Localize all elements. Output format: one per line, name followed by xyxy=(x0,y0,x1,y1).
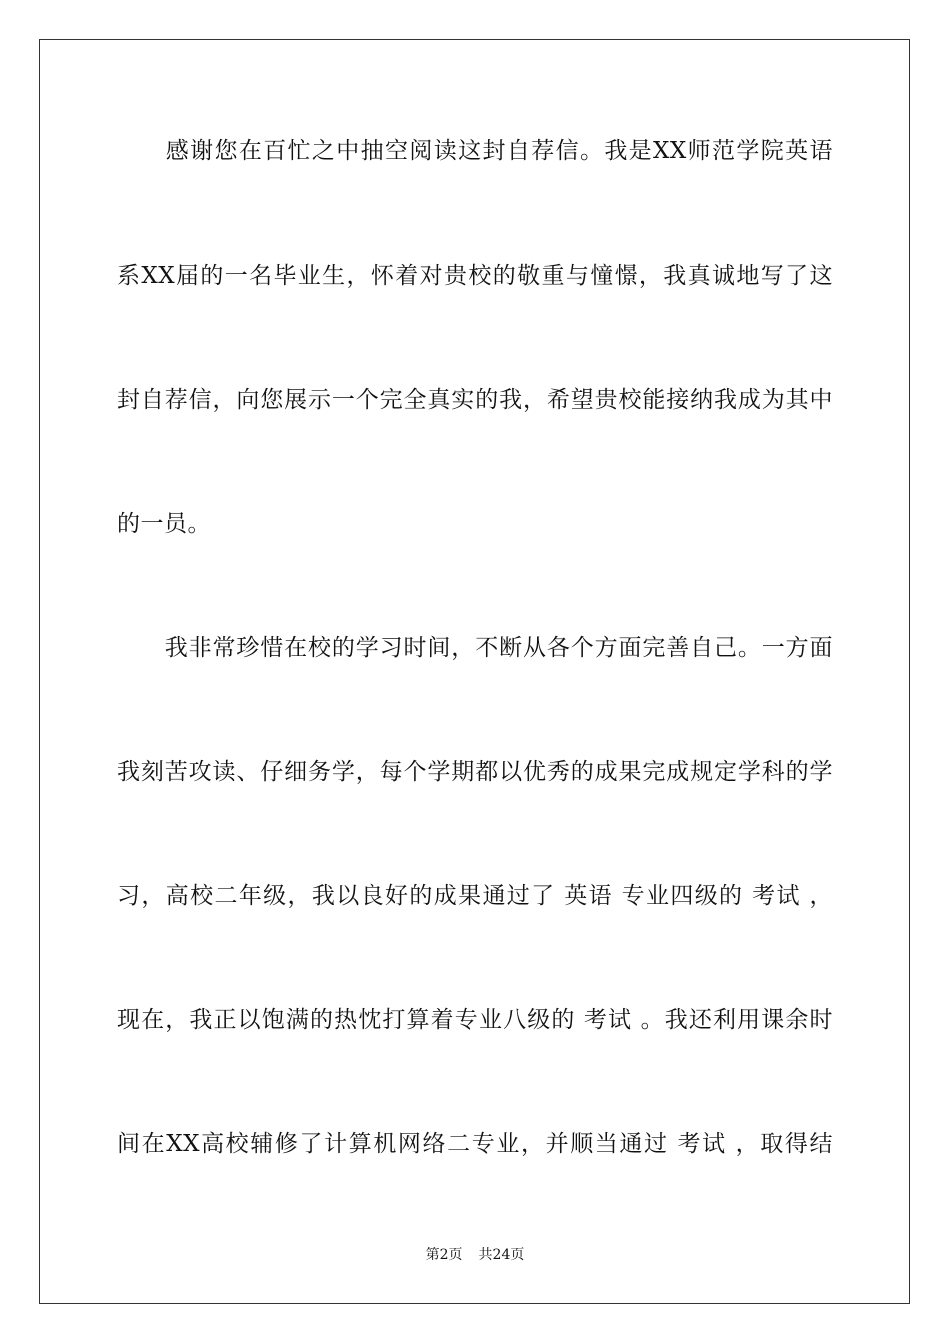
body-line-2: 系XX届的一名毕业生，怀着对贵校的敬重与憧憬，我真诚地写了这 xyxy=(117,263,833,289)
body-line-9: 间在XX高校辅修了计算机网络二专业，并顺当通过 考试 ，取得结 xyxy=(117,1131,833,1157)
body-line-4: 的一员。 xyxy=(117,511,211,537)
body-line-7: 习，高校二年级，我以良好的成果通过了 英语 专业四级的 考试 ， xyxy=(117,883,833,909)
page-frame xyxy=(39,39,910,1304)
body-line-6: 我刻苦攻读、仔细务学，每个学期都以优秀的成果完成规定学科的学 xyxy=(117,759,833,785)
body-line-5: 我非常珍惜在校的学习时间，不断从各个方面完善自己。一方面 xyxy=(117,635,833,661)
body-line-3: 封自荐信，向您展示一个完全真实的我，希望贵校能接纳我成为其中 xyxy=(117,387,833,413)
page-number: 第2页 xyxy=(425,1247,463,1263)
page-total: 共24页 xyxy=(478,1247,525,1263)
page-footer xyxy=(0,1246,950,1264)
body-line-8: 现在，我正以饱满的热忱打算着专业八级的 考试 。我还利用课余时 xyxy=(117,1007,833,1033)
body-line-1: 感谢您在百忙之中抽空阅读这封自荐信。我是XX师范学院英语 xyxy=(117,138,833,164)
